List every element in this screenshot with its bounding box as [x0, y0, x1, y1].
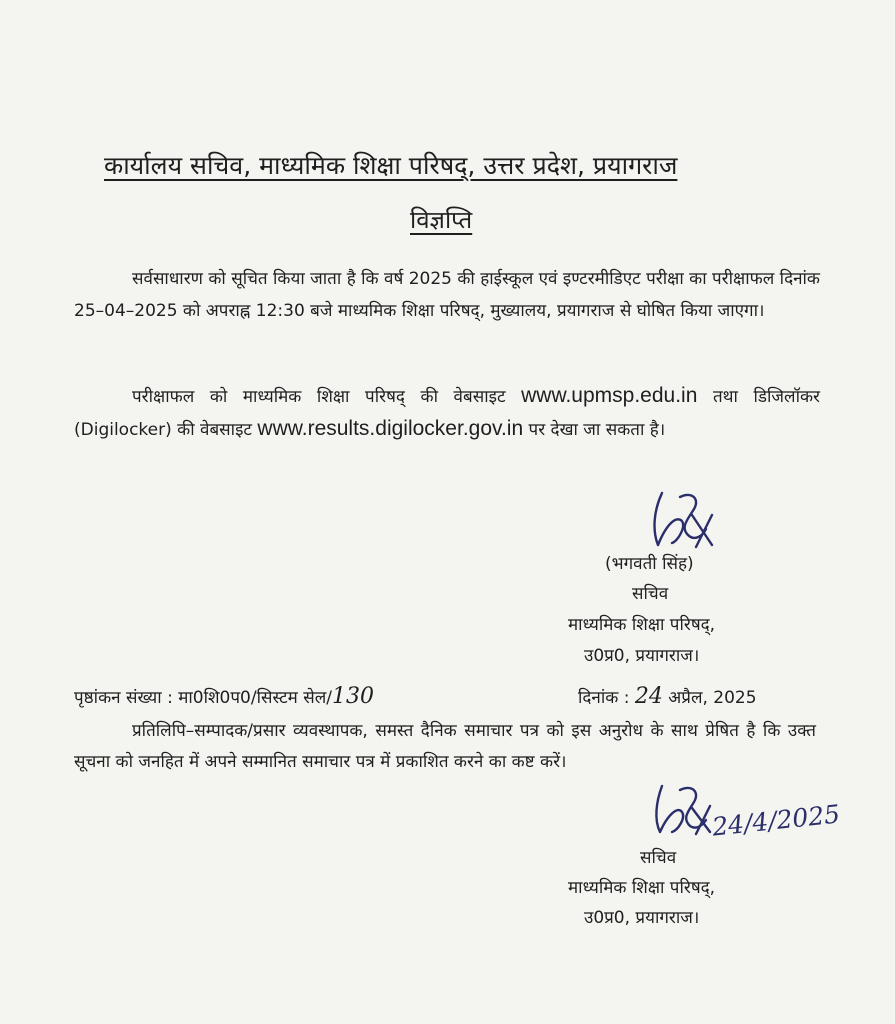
second-signature-mark — [640, 780, 720, 840]
signatory-designation: सचिव — [632, 584, 669, 604]
second-signatory-location: उ0प्र0, प्रयागराज। — [584, 908, 700, 928]
signatory-location: उ0प्र0, प्रयागराज। — [584, 646, 700, 666]
handwritten-date: 24/4/2025 — [710, 799, 842, 842]
website-paragraph — [74, 380, 820, 446]
endorsement-date — [578, 683, 757, 712]
second-signatory-designation: सचिव — [640, 848, 677, 868]
endorsement-date-rest: अप्रैल, 2025 — [668, 688, 757, 708]
office-heading: कार्यालय सचिव, माध्यमिक शिक्षा परिषद्, उत्तर प्रदेश, प्रयागराज — [104, 151, 678, 180]
endorsement-date-label: दिनांक : — [578, 688, 630, 708]
website-paragraph-middle: तथा डिजिलॉकर (Digilocker) की वेबसाइट — [74, 387, 820, 440]
endorsement-number-label: पृष्ठांकन संख्या : मा0शि0प0/सिस्टम सेल/ — [74, 688, 332, 708]
digilocker-website-link[interactable]: www.results.digilocker.gov.in — [257, 417, 524, 440]
second-signatory-organization: माध्यमिक शिक्षा परिषद्, — [568, 878, 716, 898]
announcement-paragraph: सर्वसाधारण को सूचित किया जाता है कि वर्ष 2025 की हाईस्कूल एवं इण्टरमीडिएट परीक्षा का परीक्षाफल दिनांक 25–04–2025 को अपराह्न 12:30 बजे माध्यमिक शिक्षा परिषद्, मुख्यालय, प्रयागराज से घोषित किया जाएगा। — [74, 269, 820, 321]
endorsement-number — [74, 683, 374, 712]
notice-title: विज्ञप्ति — [410, 206, 473, 234]
signatory-name: (भगवती सिंह) — [605, 554, 694, 574]
signature-mark — [632, 485, 722, 555]
endorsement-number-value: 130 — [331, 684, 374, 709]
endorsement-date-day: 24 — [634, 684, 663, 709]
copy-paragraph: प्रतिलिपि–सम्पादक/प्रसार व्यवस्थापक, समस्त दैनिक समाचार पत्र को इस अनुरोध के साथ प्रेषित है कि उक्त सूचना को जनहित में अपने सम्मानित समाचार पत्र में प्रकाशित करने का कष्ट करें। — [74, 721, 816, 772]
upmsp-website-link[interactable]: www.upmsp.edu.in — [521, 384, 698, 407]
signatory-organization: माध्यमिक शिक्षा परिषद्, — [568, 615, 716, 635]
website-paragraph-prefix: परीक्षाफल को माध्यमिक शिक्षा परिषद् की वेबसाइट — [132, 387, 506, 407]
website-paragraph-suffix: पर देखा जा सकता है। — [528, 420, 666, 440]
